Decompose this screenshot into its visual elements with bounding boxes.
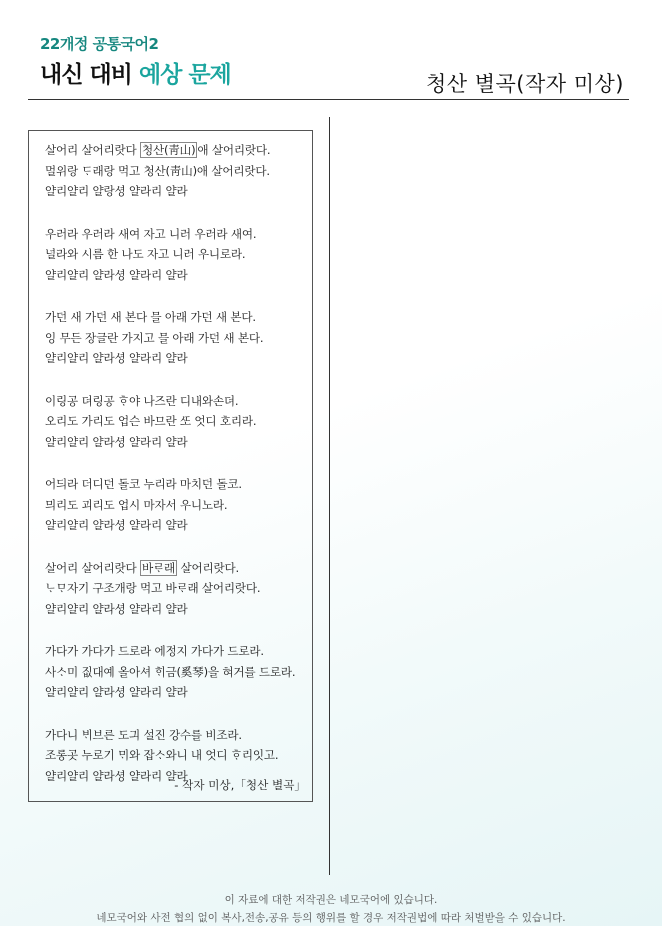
poem-line: 조롱곳 누로기 ᄆᆡ와 잡ᄉᆞ와니 내 엇디 ᄒᆞ리잇고.: [45, 748, 279, 762]
boxed-term: 바ᄅᆞ래: [141, 560, 175, 575]
page-title: [40, 56, 231, 89]
poem-line: 얄리얄리 얄라셩 얄라리 얄라: [45, 685, 188, 699]
poem-line: 널라와 시름 한 나도 자고 니러 우니로라.: [45, 247, 246, 261]
copyright-notice: 이 자료에 대한 저작권은 네모국어에 있습니다.: [224, 894, 438, 906]
poem-stanza: [45, 391, 312, 453]
poem-line: 멀위랑 ᄃᆞ래랑 먹고 청산(靑山)애 살어리랏다.: [45, 163, 270, 178]
poem-line: ᄂᆞᄆᆞ자기 구조개랑 먹고 바ᄅᆞ래 살어리랏다.: [45, 581, 261, 595]
header-divider: [28, 99, 629, 100]
title-accent: 예상 문제: [138, 62, 231, 88]
poem-stanza: [45, 474, 312, 536]
poem-line: 우러라 우러라 새여 자고 니러 우러라 새여.: [45, 226, 257, 241]
poem-line: 가다니 ᄇᆡ브른 도긔 설진 강수를 비조라.: [45, 727, 242, 742]
poem-stanza: [45, 558, 312, 620]
series-label: 22개정 공통국어2: [40, 35, 159, 53]
poem-line: 얄리얄리 얄라셩 얄라리 얄라: [45, 351, 188, 365]
poem-line: 얄리얄리 얄라셩 얄라리 얄라: [45, 434, 188, 449]
poem-line: 잉 무든 장글란 가지고 믈 아래 가던 새 본다.: [45, 330, 264, 345]
poem-line: 사ᄉᆞ미 짒대예 올아셔 ᄒᆡ금(奚琴)을 혀거를 드로라.: [45, 664, 296, 679]
poem-stanza: [45, 307, 312, 369]
poem-line-text: 살어리 살어리랏다: [45, 560, 140, 575]
poem-line: 얄리얄리 얄랑셩 얄라리 얄라: [45, 184, 188, 198]
poem-source: - 작자 미상,「청산 별곡」: [174, 778, 306, 792]
poem-line-text: 애 살어리랏다.: [197, 143, 271, 157]
poem-line: 오리도 가리도 업슨 바므란 ᄯᅩ 엇디 호리라.: [45, 414, 257, 428]
poem-line: 얄리얄리 얄라셩 얄라리 얄라: [45, 601, 188, 616]
poem-stanza: [45, 140, 312, 202]
poem-line: 가다가 가다가 드로라 에정지 가다가 드로라.: [45, 644, 264, 658]
poem-line-text: 살어리랏다.: [176, 560, 239, 575]
boxed-term: 청산(靑山): [141, 143, 196, 157]
poem-line: [45, 558, 312, 579]
title-prefix: 내신 대비: [40, 62, 139, 88]
poem-stanzas: [45, 140, 312, 786]
poem-line: 믜리도 괴리도 업시 마자서 우니노라.: [45, 497, 228, 512]
poem-line: 가던 새 가던 새 본다 믈 아래 가던 새 본다.: [45, 310, 256, 324]
poem-stanza: [45, 641, 312, 703]
poem-line-text: 살어리 살어리랏다: [45, 143, 140, 157]
poem-line: 얄리얄리 얄라셩 얄라리 얄라: [45, 267, 188, 282]
poem-line: [45, 140, 312, 161]
work-title: 청산 별곡(작자 미상): [425, 72, 624, 96]
poem-line: 어듸라 더디던 돌코 누리라 마치던 돌코.: [45, 477, 242, 491]
poem-line: 얄리얄리 얄라셩 얄라리 얄라: [45, 518, 188, 532]
poem-line: 얄리얄리 얄라셩 얄라리 얄라: [45, 768, 188, 783]
poem-text-box: [28, 130, 313, 802]
column-divider: [329, 117, 330, 875]
copyright-warning: 네모국어와 사전 협의 없이 복사,전송,공유 등의 행위를 할 경우 저작권법에 따라 처벌받을 수 있습니다.: [96, 912, 566, 924]
poem-line: 이링공 뎌링공 ᄒᆞ야 나즈란 디내와손뎌.: [45, 393, 239, 408]
poem-stanza: [45, 224, 312, 286]
